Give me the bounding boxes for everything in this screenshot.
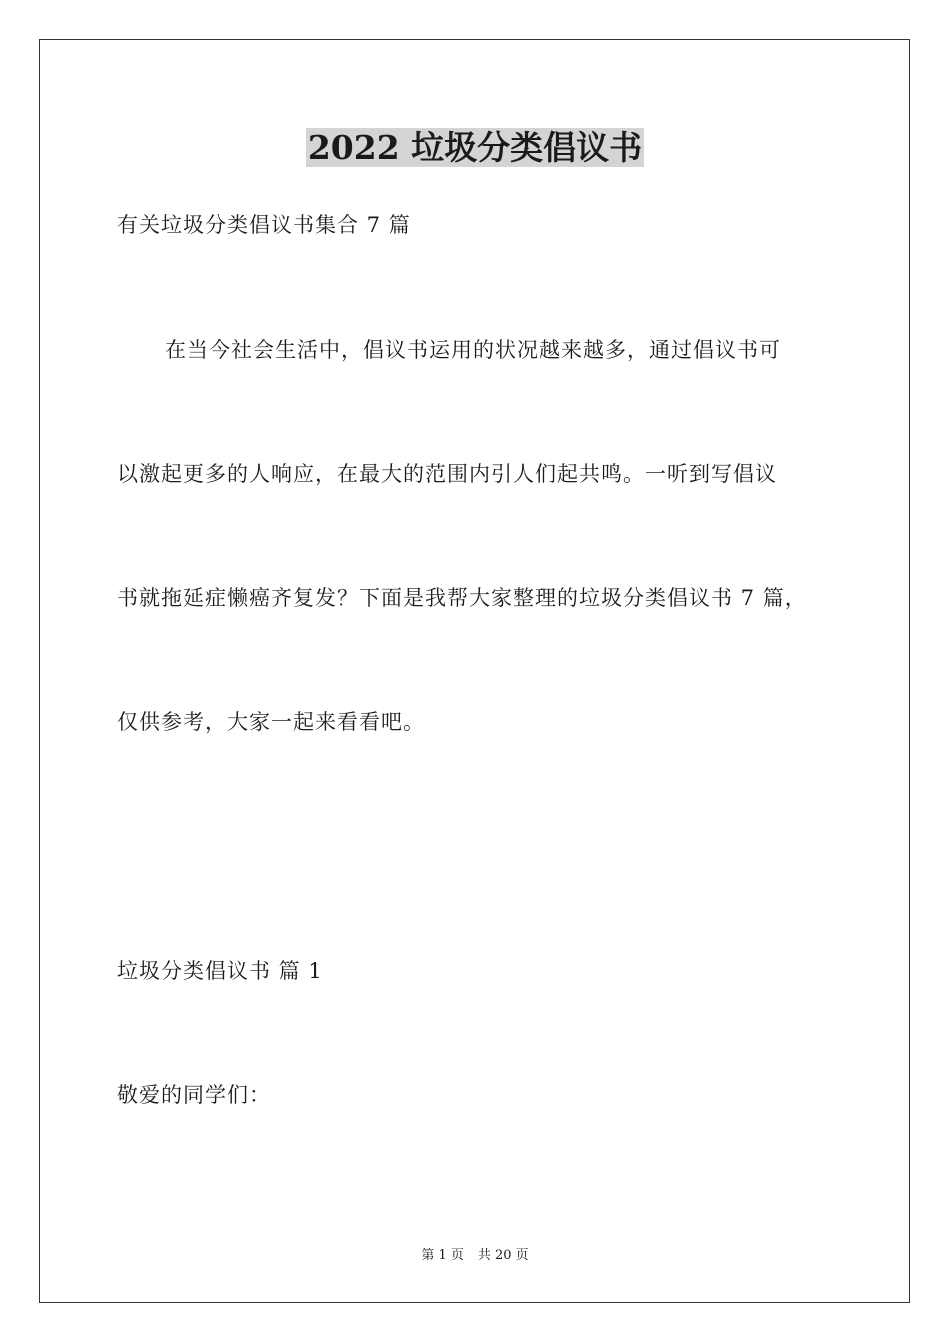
- document-title-text: 2022 垃圾分类倡议书: [307, 128, 643, 167]
- document-title: [0, 126, 950, 170]
- document-subtitle: 有关垃圾分类倡议书集合 7 篇: [117, 213, 411, 237]
- page-number-current: 第 1 页: [421, 1248, 464, 1263]
- intro-paragraph-line: 书就拖延症懒癌齐复发？下面是我帮大家整理的垃圾分类倡议书 7 篇，: [117, 586, 807, 610]
- intro-paragraph-line: 在当今社会生活中，倡议书运用的状况越来越多，通过倡议书可: [165, 338, 781, 362]
- intro-paragraph-line: 以激起更多的人响应，在最大的范围内引人们起共鸣。一听到写倡议: [117, 462, 777, 486]
- intro-paragraph-line: 仅供参考，大家一起来看看吧。: [117, 710, 425, 734]
- salutation: 敬爱的同学们：: [117, 1083, 271, 1107]
- page-number-total: 共 20 页: [477, 1248, 529, 1263]
- section-heading: 垃圾分类倡议书 篇 1: [117, 959, 323, 983]
- page-footer: [0, 1247, 950, 1265]
